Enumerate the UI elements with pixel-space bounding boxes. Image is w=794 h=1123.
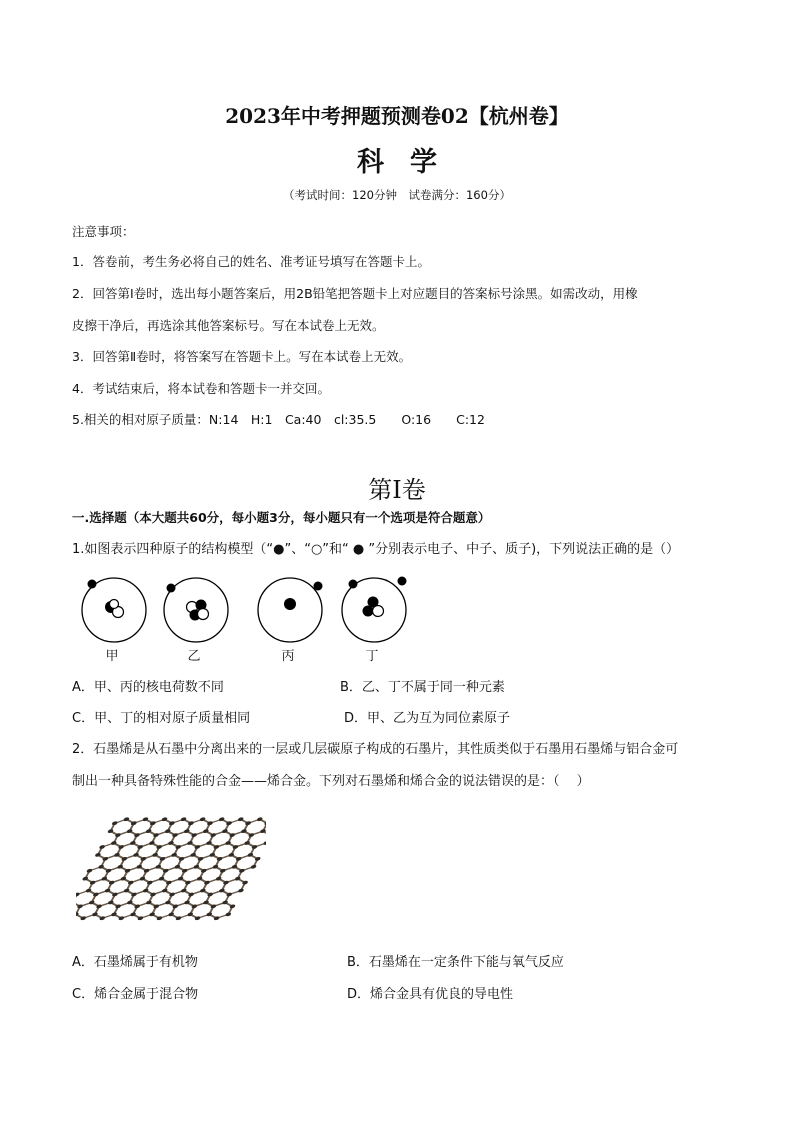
atom-label-yi: 乙 <box>187 649 201 664</box>
q1-option-d: D．甲、乙为互为同位素原子 <box>344 711 511 726</box>
q2-option-d: D．烯合金具有优良的导电性 <box>347 987 514 1002</box>
question-1-stem: 1.如图表示四种原子的结构模型（“●”、“○”和“ ● ”分别表示电子、中子、质子)，下列说法正确的是（） <box>72 542 680 557</box>
note-item: 2．回答第Ⅰ卷时，选出每小题答案后，用2B铅笔把答题卡上对应题目的答案标号涂黑。如需改动，用橡 <box>72 286 638 301</box>
exam-info: （考试时间：120分钟 试卷满分：160分） <box>283 188 511 202</box>
graphene-lattice-image <box>76 800 266 940</box>
note-item: 1．答卷前，考生务必将自己的姓名、准考证号填写在答题卡上。 <box>72 254 430 269</box>
note-item: 3．回答第Ⅱ卷时，将答案写在答题卡上。写在本试卷上无效。 <box>72 349 412 364</box>
subject-title: 科学 <box>357 147 463 178</box>
note-item: 4．考试结束后，将本试卷和答题卡一并交回。 <box>72 381 330 396</box>
question-2-stem-line2: 制出一种具备特殊性能的合金——烯合金。下列对石墨烯和烯合金的说法错误的是：（ ） <box>72 774 590 789</box>
atom-label-ding: 丁 <box>365 649 379 664</box>
q1-option-c: C．甲、丁的相对原子质量相同 <box>72 711 251 726</box>
question-2-stem-line1: 2．石墨烯是从石墨中分离出来的一层或几层碳原子构成的石墨片，其性质类似于石墨用石墨烯与铝合金可 <box>72 742 679 757</box>
q1-option-a: A．甲、丙的核电荷数不同 <box>72 680 224 695</box>
atom-label-jia: 甲 <box>105 649 119 664</box>
q1-option-b: B．乙、丁不属于同一种元素 <box>340 680 505 695</box>
atom-jia-diagram <box>80 576 148 644</box>
atom-bing-diagram <box>256 576 324 644</box>
note-item: 皮擦干净后，再选涂其他答案标号。写在本试卷上无效。 <box>72 318 385 333</box>
q2-option-a: A．石墨烯属于有机物 <box>72 955 198 970</box>
q2-option-c: C．烯合金属于混合物 <box>72 987 199 1002</box>
section-title: 第Ⅰ卷 <box>368 476 426 504</box>
note-item: 5.相关的相对原子质量：N:14 H:1 Ca:40 cl:35.5 O:16 C:12 <box>72 412 485 427</box>
q2-option-b: B．石墨烯在一定条件下能与氧气反应 <box>347 955 564 970</box>
atom-label-bing: 丙 <box>281 649 295 664</box>
atom-ding-diagram <box>340 576 408 644</box>
section-heading: 一.选择题（本大题共60分，每小题3分，每小题只有一个选项是符合题意） <box>72 510 491 525</box>
notes-heading: 注意事项： <box>72 224 135 239</box>
paper-title: 2023年中考押题预测卷02【杭州卷】 <box>225 104 569 128</box>
atom-yi-diagram <box>162 576 230 644</box>
